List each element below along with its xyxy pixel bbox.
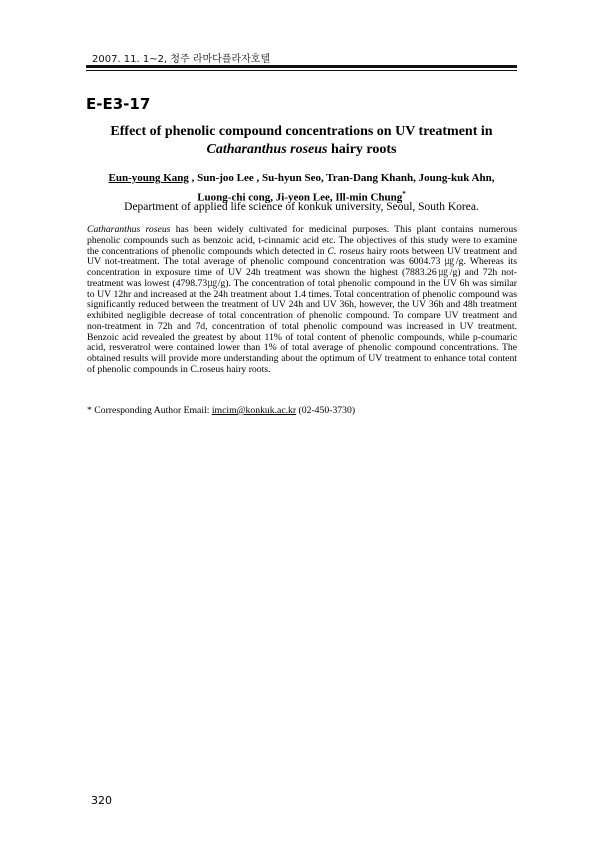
abstract-species: Catharanthus roseus bbox=[87, 224, 171, 235]
abstract-part-1: has been widely cultivated for medicinal purposes. This plant contains numerous phenolic compounds such as benzoic acid, t-cinnamic acid etc. The objectives of this study were to examine the concentrations of phenolic compounds which detected in bbox=[87, 224, 518, 257]
corresponding-label: * Corresponding Author Email: bbox=[87, 405, 212, 416]
header-rule-thin bbox=[86, 70, 517, 71]
corresponding-author bbox=[87, 405, 517, 416]
abstract-part-2: hairy roots between UV treatment and UV not-treatment. The total average of phenolic compound concentration was 6004.73 ㎍/g. Whereas its concentration in exposure time of UV 24h treatment was shown the highest (7883.26㎍/g) and 72h not-treatment was lowest (4798.73㎍/g). The concentration of total phenolic compound in the UV 6h was similar to UV 12hr and increased at the 24h treatment about 1.4 times. Total concentration of phenolic compound was significantly reduced between the treatment of UV 24h and UV 36h, however, the UV 36h and 48h treatment exhibited negligible decrease of total concentration of phenolic compound. To compare UV treatment and non-treatment in 72h and 7d, concentration of total phenolic compound was increased in UV treatment. Benzoic acid revealed the greatest by about 11% of total content of phenolic compounds, while p-coumaric acid, resveratrol were contained lower than 1% of total average of phenolic compound concentrations. The obtained results will provide more understanding about the optimum of UV treatment to enhance total content of phenolic compounds in C.roseus hairy roots. bbox=[87, 245, 518, 375]
title-species: Catharanthus roseus bbox=[206, 142, 328, 157]
authors-line-1 bbox=[86, 170, 517, 186]
corresponding-mark: * bbox=[402, 190, 406, 198]
affiliation: Department of applied life science of konkuk university, Seoul, South Korea. bbox=[124, 201, 479, 213]
abstract-species-short: C. roseus bbox=[327, 245, 365, 257]
authors-line-1-rest: , Sun-joo Lee , Su-hyun Seo, Tran-Dang Khanh, Joung-kuk Ahn, bbox=[188, 172, 495, 184]
title-line-2 bbox=[86, 141, 517, 159]
corresponding-phone: (02-450-3730) bbox=[296, 405, 356, 416]
authors-line-2-text: Luong-chi cong, Ji-yeon Lee, Ill-min Chung bbox=[197, 191, 403, 204]
title-line-2-rest: hairy roots bbox=[327, 142, 397, 157]
corresponding-email-link[interactable]: imcim@konkuk.ac.kr bbox=[211, 405, 297, 416]
conference-header: 2007. 11. 1~2, 청주 라마다플라자호텔 bbox=[92, 54, 271, 65]
title-line-1: Effect of phenolic compound concentrations on UV treatment in bbox=[110, 124, 493, 139]
header-rule-thick bbox=[86, 65, 517, 68]
abstract-body bbox=[87, 225, 517, 376]
page-number: 320 bbox=[91, 794, 112, 807]
paper-title bbox=[86, 123, 517, 159]
first-author: Eun-young Kang bbox=[108, 172, 189, 184]
paper-code: E-E3-17 bbox=[86, 95, 151, 113]
